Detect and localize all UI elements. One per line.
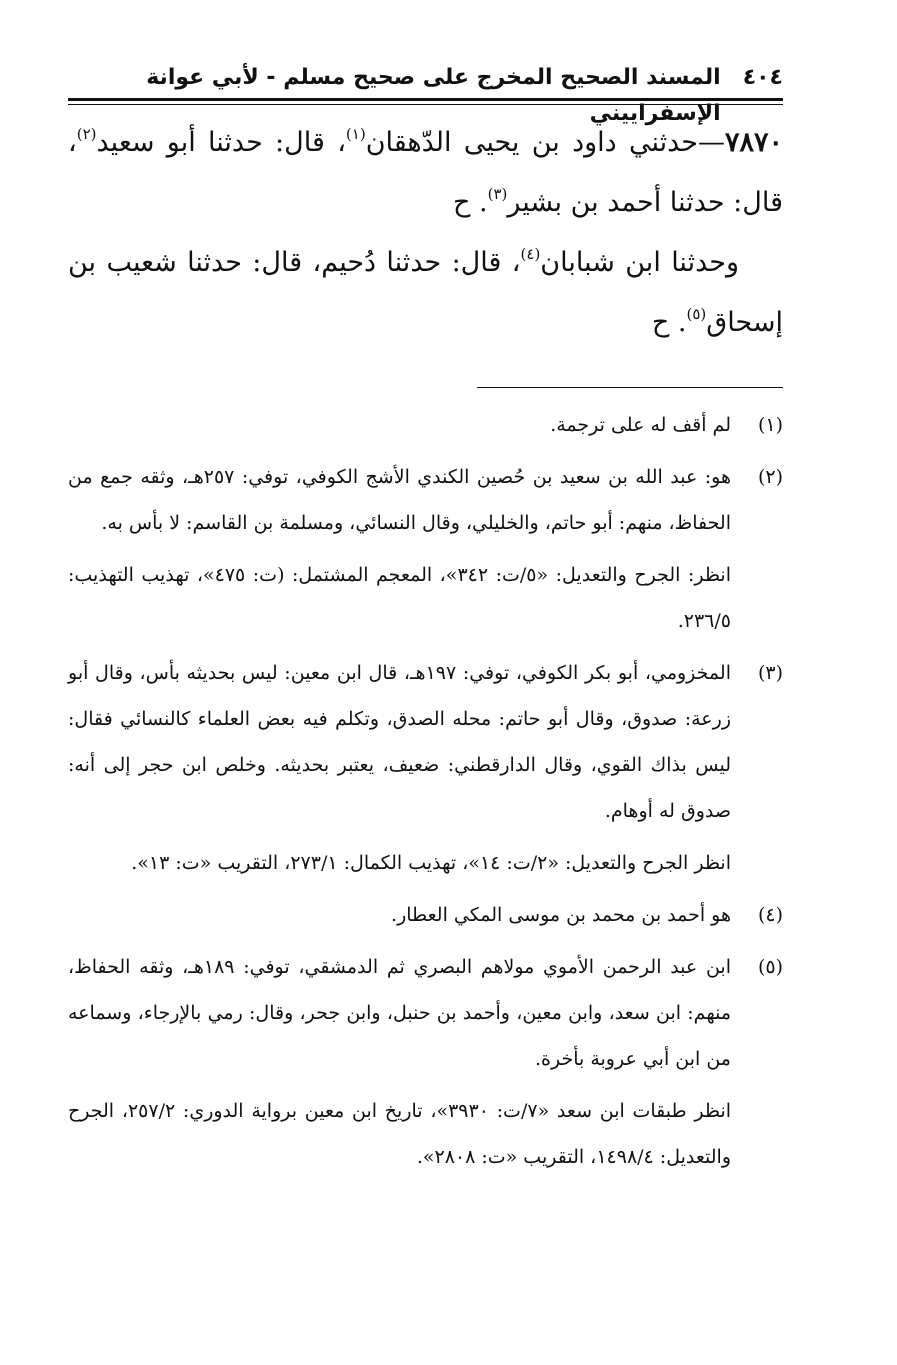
footnote	[68, 454, 783, 644]
footnote-ref: (١)	[345, 125, 366, 143]
footnote	[68, 892, 783, 938]
text-segment: ، قال: حدثنا أحمد بن بشير	[68, 127, 783, 218]
footnote-text: هو أحمد بن محمد بن موسى المكي العطار.	[391, 904, 731, 926]
footnote-ref: (٤)	[520, 245, 541, 263]
footnote-text: هو: عبد الله بن سعيد بن حُصين الكندي الأشج الكوفي، توفي: ٢٥٧هـ، وثقه جمع من الحفاظ، منهم: أبو حاتم، والخليلي، وقال النسائي، ومسلمة بن القاسم: لا بأس به.	[68, 466, 731, 534]
footnote-ref: (٢)	[76, 125, 97, 143]
text-segment: . ح	[453, 187, 488, 218]
text-segment: ، قال: حدثنا أبو سعيد	[96, 127, 346, 158]
hadith-number: ٧٨٧٠	[724, 127, 783, 158]
footnote	[68, 944, 783, 1180]
text-segment: ، قال: حدثنا دُحيم، قال: حدثنا شعيب بن إسحاق	[68, 247, 783, 338]
hadith-paragraph-2	[68, 233, 783, 353]
footnote-number: (٣)	[757, 662, 783, 684]
footnote	[68, 402, 783, 448]
footnote-ref: (٥)	[686, 305, 707, 323]
footnote-citation: انظر طبقات ابن سعد «٧/ت: ٣٩٣٠»، تاريخ ابن معين برواية الدوري: ٢٥٧/٢، الجرح والتعديل: ١٤٩٨/٤، التقريب «ت: ٢٨٠٨».	[68, 1100, 732, 1168]
running-header	[68, 60, 783, 126]
hadith-paragraph-1-body	[68, 127, 783, 218]
footnote-text: ابن عبد الرحمن الأموي مولاهم البصري ثم الدمشقي، توفي: ١٨٩هـ، وثقه الحفاظ، منهم: ابن سعد، وابن معين، وأحمد بن حنبل، وابن جحر، وقال: رمي بالإرجاء، وسماعه من ابن أبي عروبة بأخرة.	[68, 956, 731, 1070]
hadith-paragraph-1	[68, 113, 783, 233]
text-segment: —حدثني داود بن يحيى الدّهقان	[365, 127, 725, 158]
footnote-text: المخزومي، أبو بكر الكوفي، توفي: ١٩٧هـ، قال ابن معين: ليس بحديثه بأس، وقال أبو زرعة: صدوق، وقال أبو حاتم: محله الصدق، وتكلم فيه بعض العلماء كالنسائي فقال: ليس بذاك القوي، وقال الدارقطني: ضعيف، يعتبر بحديثه. وخلص ابن حجر إلى أنه: صدوق له أوهام.	[68, 662, 731, 822]
hadith-text	[68, 113, 783, 353]
footnote-number: (٢)	[757, 466, 783, 488]
footnote-body	[68, 650, 731, 886]
footnote-text: لم أقف له على ترجمة.	[550, 414, 731, 436]
footnote-number: (٥)	[757, 956, 783, 978]
footnote-separator	[477, 387, 783, 388]
page-number: ٤٠٤	[742, 65, 783, 90]
text-segment: . ح	[651, 307, 687, 338]
footnote-body	[68, 402, 731, 448]
footnote-citation: انظر: الجرح والتعديل: «٥/ت: ٣٤٢»، المعجم المشتمل: (ت: ٤٧٥»، تهذيب التهذيب: ٢٣٦/٥.	[68, 564, 731, 632]
footnote-body	[68, 944, 731, 1180]
footnote	[68, 650, 783, 886]
footnote-number: (١)	[757, 414, 783, 436]
footnotes	[68, 402, 783, 1180]
footnote-body	[68, 892, 731, 938]
text-segment: وحدثنا ابن شبابان	[540, 247, 739, 278]
book-page	[68, 60, 783, 1180]
footnote-number: (٤)	[757, 904, 783, 926]
footnote-ref: (٣)	[487, 185, 508, 203]
footnote-body	[68, 454, 731, 644]
footnote-citation: انظر الجرح والتعديل: «٢/ت: ١٤»، تهذيب الكمال: ٢٧٣/١، التقريب «ت: ١٣».	[131, 852, 731, 874]
book-title: المسند الصحيح المخرج على صحيح مسلم - لأبي عوانة الإسفراييني	[146, 65, 721, 126]
